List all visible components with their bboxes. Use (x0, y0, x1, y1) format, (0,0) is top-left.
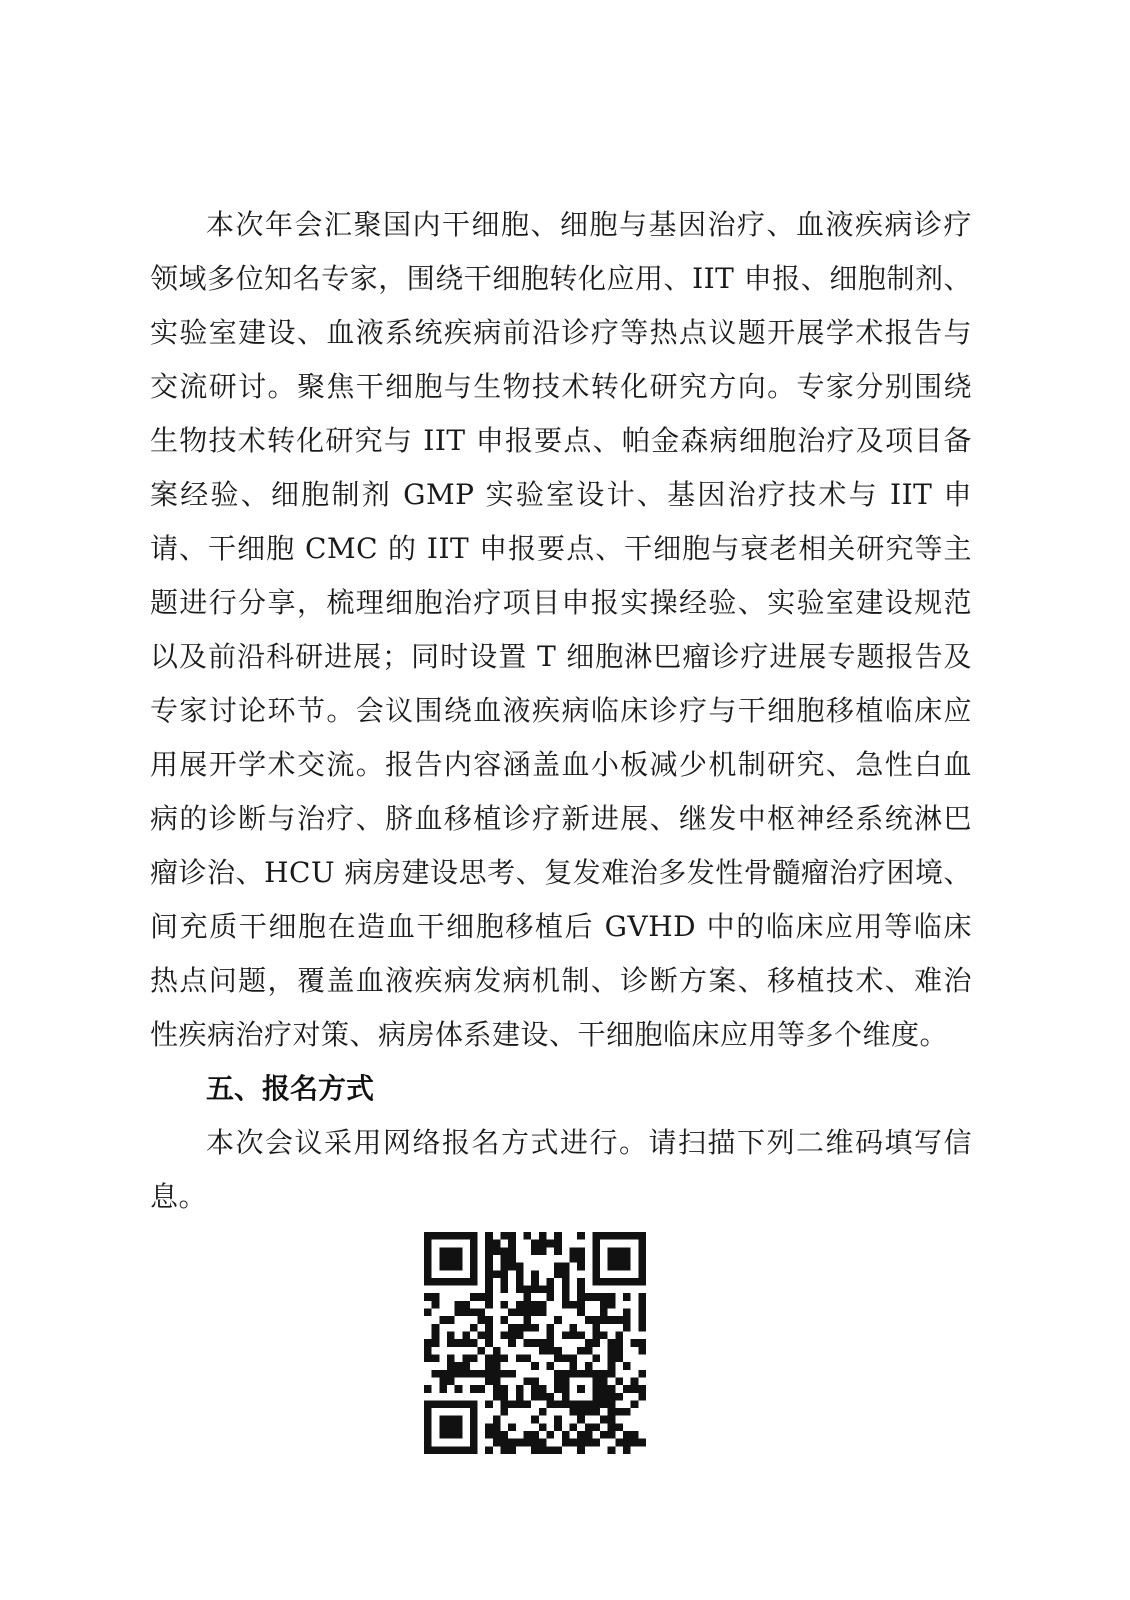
section-heading-registration: 五、报名方式 (206, 1072, 375, 1105)
body-paragraph-registration: 本次会议采用网络报名方式进行。请扫描下列二维码填写信息。 (150, 1126, 972, 1213)
qr-code-icon[interactable] (424, 1232, 646, 1454)
body-paragraph-1: 本次年会汇聚国内干细胞、细胞与基因治疗、血液疾病诊疗领域多位知名专家，围绕干细胞转化应用、IIT 申报、细胞制剂、实验室建设、血液系统疾病前沿诊疗等热点议题开展学术报告与交流研讨。聚焦干细胞与生物技术转化研究方向。专家分别围绕生物技术转化研究与 IIT 申报要点、帕金森病细胞治疗及项目备案经验、细胞制剂 GMP 实验室设计、基因治疗技术与 IIT 申请、干细胞 CMC 的 IIT 申报要点、干细胞与衰老相关研究等主题进行分享，梳理细胞治疗项目申报实操经验、实验室建设规范以及前沿科研进展；同时设置 T 细胞淋巴瘤诊疗进展专题报告及专家讨论环节。会议围绕血液疾病临床诊疗与干细胞移植临床应用展开学术交流。报告内容涵盖血小板减少机制研究、急性白血病的诊断与治疗、脐血移植诊疗新进展、继发中枢神经系统淋巴瘤诊治、HCU 病房建设思考、复发难治多发性骨髓瘤治疗困境、间充质干细胞在造血干细胞移植后 GVHD 中的临床应用等临床热点问题，覆盖血液疾病发病机制、诊断方案、移植技术、难治性疾病治疗对策、病房体系建设、干细胞临床应用等多个维度。 (150, 208, 972, 1051)
